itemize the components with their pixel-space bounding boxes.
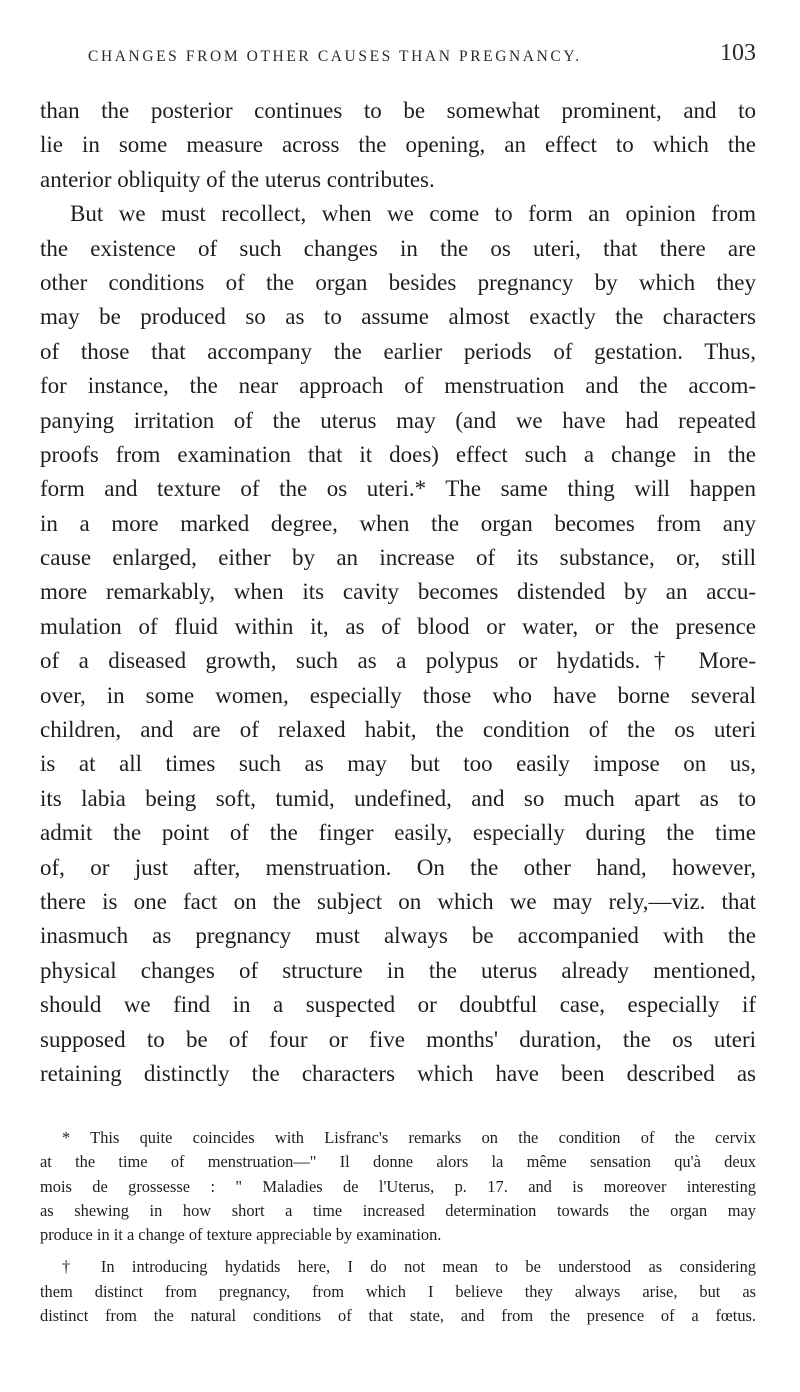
body-line: more remarkably, when its cavity becomes distended by an accu- (40, 579, 756, 605)
footnote-line: distinct from the natural conditions of that state, and from the presence of a fœtus. (40, 1306, 756, 1326)
body-line: lie in some measure across the opening, an effect to which the (40, 132, 756, 158)
body-line: panying irritation of the uterus may (and we have had repeated (40, 407, 756, 433)
body-line: mulation of fluid within it, as of blood or water, or the presence (40, 613, 756, 639)
body-line: over, in some women, especially those who have borne several (40, 682, 756, 708)
footnote-line: † In introducing hydatids here, I do not mean to be understood as considering (62, 1257, 756, 1277)
body-line: physical changes of structure in the uterus already mentioned, (40, 957, 756, 983)
page-number: 103 (720, 40, 756, 66)
body-line: in a more marked degree, when the organ becomes from any (40, 510, 756, 536)
footnotes (40, 1126, 756, 1328)
body-line: should we find in a suspected or doubtful case, especially if (40, 992, 756, 1018)
body-line: other conditions of the organ besides pregnancy by which they (40, 269, 756, 295)
footnote-line: them distinct from pregnancy, from which I believe they always arise, but as (40, 1281, 756, 1301)
body-line: for instance, the near approach of menstruation and the accom- (40, 373, 756, 399)
body-line: admit the point of the finger easily, especially during the time (40, 820, 756, 846)
body-text (40, 94, 756, 1091)
body-line: children, and are of relaxed habit, the condition of the os uteri (40, 717, 756, 743)
body-line: inasmuch as pregnancy must always be accompanied with the (40, 923, 756, 949)
footnote-line: produce in it a change of texture appreciable by examination. (40, 1225, 442, 1245)
footnote-line: * This quite coincides with Lisfranc's remarks on the condition of the cervix (62, 1128, 756, 1147)
body-line: form and texture of the os uteri.* The same thing will happen (40, 476, 756, 502)
body-line: there is one fact on the subject on which we may rely,—viz. that (40, 888, 756, 914)
body-line: supposed to be of four or five months' duration, the os uteri (40, 1026, 756, 1052)
body-line: the existence of such changes in the os uteri, that there are (40, 235, 756, 261)
body-line: cause enlarged, either by an increase of its substance, or, still (40, 545, 756, 571)
body-line: than the posterior continues to be somewhat prominent, and to (40, 98, 756, 123)
body-line: of a diseased growth, such as a polypus or hydatids.† More- (40, 648, 756, 674)
body-line: anterior obliquity of the uterus contributes. (40, 166, 435, 192)
body-line: of, or just after, menstruation. On the other hand, however, (40, 854, 756, 880)
running-head: CHANGES FROM OTHER CAUSES THAN PREGNANCY. (88, 48, 582, 65)
footnote-line: as shewing in how short a time increased determination towards the organ may (40, 1200, 756, 1220)
footnote-line: at the time of menstruation—" Il donne alors la même sensation qu'à deux (40, 1152, 756, 1172)
body-line: of those that accompany the earlier periods of gestation. Thus, (40, 338, 756, 364)
body-line: retaining distinctly the characters which have been described as (40, 1060, 756, 1086)
page-header (88, 40, 756, 70)
body-line: may be produced so as to assume almost exactly the characters (40, 304, 756, 330)
footnote-line: mois de grossesse : " Maladies de l'Uterus, p. 17. and is moreover interesting (40, 1176, 756, 1196)
body-line: is at all times such as may but too easily impose on us, (40, 751, 756, 777)
body-line: proofs from examination that it does) effect such a change in the (40, 441, 756, 467)
body-line: But we must recollect, when we come to form an opinion from (70, 201, 756, 227)
body-line: its labia being soft, tumid, undefined, and so much apart as to (40, 785, 756, 811)
